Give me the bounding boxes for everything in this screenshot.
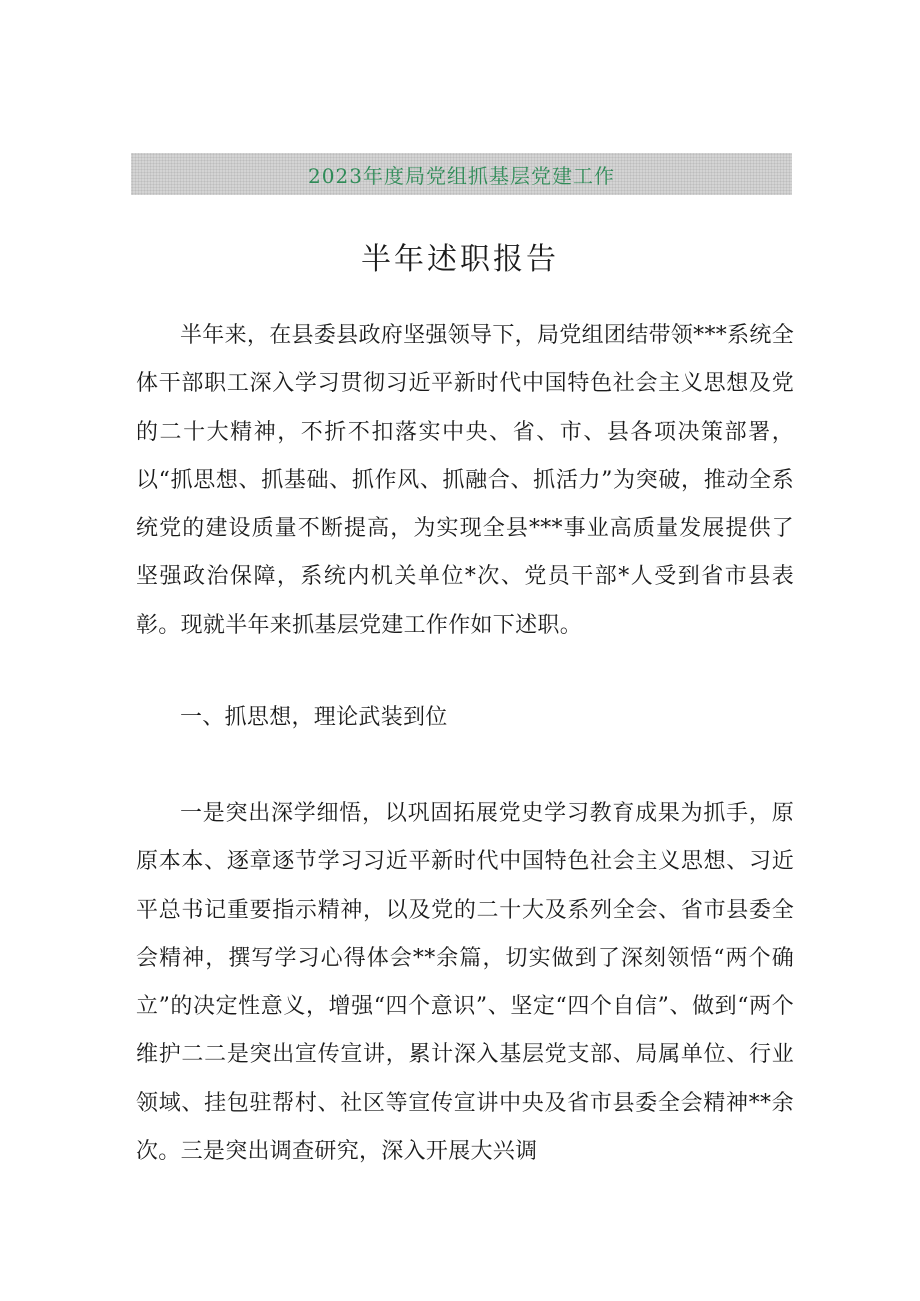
banner-title: 2023年度局党组抓基层党建工作 — [308, 163, 615, 188]
section-heading: 一、抓思想，理论武装到位 — [180, 705, 448, 730]
section-paragraph: 一是突出深学细悟，以巩固拓展党史学习教育成果为抓手，原原本本、逐章逐节学习习近平新时代中国特色社会主义思想、习近平总书记重要指示精神，以及党的二十大及系列全会、省市县委全会精神，撰写学习心得体会**余篇，切实做到了深刻领悟“两个确立”的决定性意义，增强“四个意识”、坚定“四个自信”、做到“两个维护二二是突出宣传宣讲，累计深入基层党支部、局属单位、行业领域、挂包驻帮村、社区等宣传宣讲中央及省市县委全会精神**余次。三是突出调查研究，深入开展大兴调 — [136, 801, 794, 1165]
title-banner — [131, 153, 792, 195]
intro-paragraph: 半年来，在县委县政府坚强领导下，局党组团结带领***系统全体干部职工深入学习贯彻习近平新时代中国特色社会主义思想及党的二十大精神，不折不扣落实中央、省、市、县各项决策部署，以“抓思想、抓基础、抓作风、抓融合、抓活力”为突破，推动全系统党的建设质量不断提高，为实现全县***事业高质量发展提供了坚强政治保障，系统内机关单位*次、党员干部*人受到省市县表彰。现就半年来抓基层党建工作作如下述职。 — [136, 323, 794, 638]
document-title: 半年述职报告 — [361, 242, 559, 277]
